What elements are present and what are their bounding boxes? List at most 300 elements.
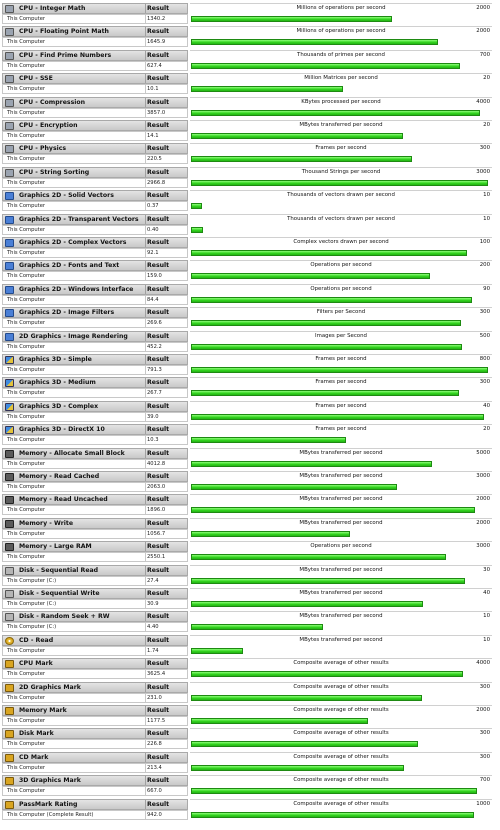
result-column-label: Result — [147, 473, 170, 480]
result-value: 4012.8 — [147, 460, 166, 467]
column-divider — [145, 472, 146, 481]
computer-result — [2, 786, 188, 796]
chart-axis — [190, 705, 492, 715]
computer-label: This Computer — [7, 179, 46, 186]
computer-result — [2, 37, 188, 47]
result-row — [0, 564, 500, 587]
computer-label: This Computer — [7, 460, 46, 467]
computer-label: This Computer — [7, 226, 46, 233]
column-divider — [145, 600, 146, 608]
column-divider — [145, 753, 146, 762]
bar-track — [190, 365, 492, 375]
result-bar — [191, 765, 404, 771]
test-header[interactable] — [2, 728, 188, 739]
computer-label: This Computer — [7, 554, 46, 561]
result-column-label: Result — [147, 777, 170, 785]
test-header[interactable] — [2, 565, 188, 576]
test-header[interactable] — [2, 775, 188, 786]
result-row — [0, 166, 500, 189]
result-column-label: Result — [147, 285, 170, 293]
test-header[interactable] — [2, 143, 188, 154]
result-bar — [191, 227, 203, 233]
axis-max-label: 4000 — [476, 98, 490, 105]
chart-axis — [190, 120, 492, 130]
computer-result — [2, 201, 188, 211]
result-column-label: Result — [147, 800, 170, 808]
test-name: CPU - Compression — [19, 98, 86, 106]
axis-max-label: 90 — [483, 285, 490, 292]
unit-label: Images per Second — [315, 332, 367, 339]
mark-icon — [5, 730, 14, 738]
computer-label: This Computer — [7, 741, 46, 748]
column-divider — [145, 155, 146, 163]
unit-label: KBytes processed per second — [301, 98, 381, 105]
chart-axis — [190, 331, 492, 341]
result-bar — [191, 110, 480, 116]
axis-max-label: 4000 — [476, 660, 490, 667]
column-divider — [145, 506, 146, 514]
result-value: 942.0 — [147, 811, 162, 818]
unit-label: Millions of operations per second — [296, 5, 386, 11]
result-value: 231.0 — [147, 694, 162, 701]
cd-icon — [5, 637, 14, 645]
computer-label: This Computer — [7, 788, 46, 795]
result-row — [0, 142, 500, 165]
test-name: Memory - Allocate Small Block — [19, 449, 125, 457]
test-name: Graphics 3D - Simple — [19, 356, 92, 363]
result-row — [0, 119, 500, 142]
result-row — [0, 587, 500, 610]
computer-result — [2, 622, 188, 632]
unit-label: Complex vectors drawn per second — [293, 239, 389, 245]
column-divider — [145, 402, 146, 411]
unit-label: MBytes transferred per second — [299, 613, 383, 620]
bar-track — [190, 318, 492, 328]
computer-result — [2, 576, 188, 586]
axis-max-label: 40 — [483, 402, 490, 409]
computer-label: This Computer — [7, 764, 46, 771]
bar-track — [190, 388, 492, 398]
result-column-label: Result — [147, 262, 170, 270]
test-header[interactable] — [2, 494, 188, 505]
axis-max-label: 100 — [479, 239, 490, 245]
test-header[interactable] — [2, 377, 188, 388]
result-column-label: Result — [147, 636, 170, 644]
bar-track — [190, 669, 492, 679]
column-divider — [145, 683, 146, 692]
column-divider — [145, 800, 146, 809]
result-value: 627.4 — [147, 62, 162, 69]
chart-axis — [190, 752, 492, 762]
test-header[interactable] — [2, 752, 188, 763]
result-row — [0, 657, 500, 680]
result-value: 0.40 — [147, 226, 159, 233]
computer-result — [2, 529, 188, 539]
column-divider — [145, 530, 146, 538]
cube-icon — [5, 403, 14, 411]
column-divider — [145, 319, 146, 327]
test-name: Disk - Random Seek + RW — [19, 613, 110, 621]
column-divider — [145, 460, 146, 468]
axis-max-label: 2000 — [476, 5, 490, 11]
result-value: 2966.8 — [147, 179, 166, 186]
computer-result — [2, 178, 188, 188]
test-header[interactable] — [2, 284, 188, 295]
result-bar — [191, 531, 350, 537]
result-bar — [191, 788, 477, 794]
bar-track — [190, 248, 492, 258]
result-column-label: Result — [147, 683, 170, 691]
bar-track — [190, 622, 492, 632]
cpu-icon — [5, 28, 14, 36]
test-name: CPU - Encryption — [19, 122, 78, 129]
result-column-label: Result — [147, 239, 170, 246]
computer-label: This Computer — [7, 62, 46, 69]
result-bar — [191, 156, 412, 162]
unit-label: Operations per second — [310, 285, 372, 292]
axis-max-label: 40 — [483, 590, 490, 596]
mark-icon — [5, 660, 14, 668]
bar-track — [190, 763, 492, 773]
axis-max-label: 500 — [479, 332, 490, 339]
chart-axis — [190, 518, 492, 528]
chart-axis — [190, 307, 492, 317]
unit-label: Frames per second — [315, 426, 367, 433]
bar-track — [190, 271, 492, 281]
unit-label: MBytes transferred per second — [299, 449, 383, 456]
monitor-icon — [5, 239, 14, 247]
cpu-icon — [5, 122, 14, 130]
computer-label: This Computer — [7, 156, 46, 163]
result-column-label: Result — [147, 519, 170, 527]
bar-track — [190, 295, 492, 305]
test-header[interactable] — [2, 541, 188, 552]
test-header[interactable] — [2, 799, 188, 810]
result-value: 14.1 — [147, 133, 159, 139]
result-value: 92.1 — [147, 250, 159, 256]
computer-label: This Computer (C:) — [7, 624, 57, 631]
column-divider — [145, 436, 146, 444]
computer-label: This Computer — [7, 133, 46, 139]
column-divider — [145, 74, 146, 83]
unit-label: Filters per Second — [316, 309, 366, 316]
computer-result — [2, 505, 188, 515]
test-name: Disk - Sequential Read — [19, 566, 99, 574]
column-divider — [145, 706, 146, 715]
axis-max-label: 10 — [483, 215, 490, 222]
computer-label: This Computer — [7, 530, 46, 537]
axis-max-label: 3000 — [476, 168, 490, 175]
test-header[interactable] — [2, 50, 188, 61]
computer-result — [2, 14, 188, 24]
column-divider — [145, 740, 146, 748]
computer-result — [2, 388, 188, 398]
column-divider — [145, 4, 146, 13]
unit-label: Operations per second — [310, 262, 372, 269]
test-header[interactable] — [2, 588, 188, 599]
chart-axis — [190, 214, 492, 224]
memory-icon — [5, 496, 14, 504]
column-divider — [145, 413, 146, 421]
test-header[interactable] — [2, 705, 188, 716]
result-column-label: Result — [147, 215, 170, 223]
column-divider — [145, 694, 146, 702]
test-header[interactable] — [2, 518, 188, 529]
test-header[interactable] — [2, 424, 188, 435]
test-header[interactable] — [2, 635, 188, 646]
bar-track — [190, 342, 492, 352]
unit-label: Millions of operations per second — [296, 28, 386, 35]
monitor-icon — [5, 216, 14, 224]
test-header[interactable] — [2, 190, 188, 201]
test-header[interactable] — [2, 307, 188, 318]
bar-track — [190, 599, 492, 609]
column-divider — [145, 449, 146, 458]
result-column-label: Result — [147, 5, 170, 12]
test-name: Disk Mark — [19, 730, 54, 738]
test-name: Graphics 2D - Fonts and Text — [19, 262, 120, 270]
bar-track — [190, 693, 492, 703]
chart-axis — [190, 26, 492, 36]
result-row — [0, 213, 500, 236]
cpu-icon — [5, 99, 14, 107]
result-value: 39.0 — [147, 413, 159, 420]
computer-result — [2, 154, 188, 164]
axis-max-label: 3000 — [476, 473, 490, 479]
test-header[interactable] — [2, 167, 188, 178]
computer-result — [2, 435, 188, 445]
computer-result — [2, 61, 188, 71]
result-value: 0.37 — [147, 203, 159, 210]
mark-icon — [5, 684, 14, 692]
column-divider — [145, 51, 146, 60]
test-header[interactable] — [2, 26, 188, 37]
test-name: CPU - Find Prime Numbers — [19, 51, 112, 59]
result-row — [0, 681, 500, 704]
unit-label: Thousands of vectors drawn per second — [287, 215, 395, 222]
column-divider — [145, 191, 146, 200]
result-row — [0, 400, 500, 423]
chart-axis — [190, 73, 492, 83]
chart-axis — [190, 401, 492, 411]
result-row — [0, 634, 500, 657]
computer-result — [2, 295, 188, 305]
test-name: Memory - Read Uncached — [19, 496, 108, 504]
test-name: Graphics 2D - Solid Vectors — [19, 192, 114, 200]
computer-label: This Computer (C:) — [7, 577, 57, 584]
result-column-label: Result — [147, 449, 170, 457]
test-header[interactable] — [2, 331, 188, 342]
column-divider — [145, 296, 146, 304]
computer-result — [2, 248, 188, 258]
axis-max-label: 300 — [479, 309, 490, 316]
test-header[interactable] — [2, 237, 188, 248]
unit-label: Composite average of other results — [293, 800, 389, 807]
result-value: 10.3 — [147, 437, 159, 444]
axis-max-label: 3000 — [476, 543, 490, 550]
axis-max-label: 300 — [479, 753, 490, 760]
axis-max-label: 20 — [483, 122, 490, 128]
column-divider — [145, 366, 146, 374]
axis-max-label: 300 — [479, 730, 490, 737]
column-divider — [145, 38, 146, 46]
test-name: 2D Graphics - Image Rendering — [19, 332, 128, 340]
test-header[interactable] — [2, 260, 188, 271]
result-column-label: Result — [147, 309, 170, 317]
unit-label: Frames per second — [315, 145, 367, 152]
computer-label: This Computer (Complete Result) — [7, 811, 94, 818]
computer-label: This Computer — [7, 250, 46, 256]
column-divider — [145, 389, 146, 397]
computer-result — [2, 810, 188, 820]
chart-axis — [190, 635, 492, 645]
test-header[interactable] — [2, 401, 188, 412]
monitor-icon — [5, 286, 14, 294]
computer-result — [2, 271, 188, 281]
cube-icon — [5, 356, 14, 364]
result-value: 452.2 — [147, 343, 162, 350]
column-divider — [145, 483, 146, 491]
memory-icon — [5, 543, 14, 551]
bar-track — [190, 178, 492, 188]
result-value: 1896.0 — [147, 507, 166, 514]
result-value: 220.5 — [147, 156, 162, 163]
axis-max-label: 2000 — [476, 707, 490, 713]
column-divider — [145, 787, 146, 795]
test-name: CPU - String Sorting — [19, 168, 90, 176]
test-header[interactable] — [2, 448, 188, 459]
result-value: 213.4 — [147, 764, 162, 771]
column-divider — [145, 98, 146, 107]
result-column-label: Result — [147, 753, 170, 761]
column-divider — [145, 670, 146, 678]
test-header[interactable] — [2, 471, 188, 482]
column-divider — [145, 729, 146, 738]
result-value: 226.8 — [147, 741, 162, 748]
result-value: 3857.0 — [147, 109, 166, 116]
computer-label: This Computer — [7, 16, 46, 22]
result-column-label: Result — [147, 660, 170, 668]
bar-track — [190, 505, 492, 515]
result-bar — [191, 133, 403, 139]
computer-result — [2, 552, 188, 562]
result-row — [0, 353, 500, 376]
computer-result — [2, 763, 188, 773]
axis-max-label: 300 — [479, 683, 490, 690]
result-bar — [191, 601, 423, 607]
result-row — [0, 376, 500, 399]
test-header[interactable] — [2, 682, 188, 693]
axis-max-label: 300 — [479, 379, 490, 386]
computer-label: This Computer — [7, 484, 46, 490]
computer-label: This Computer — [7, 437, 46, 444]
result-bar — [191, 86, 343, 92]
test-name: CPU Mark — [19, 660, 53, 668]
computer-result — [2, 739, 188, 749]
column-divider — [145, 425, 146, 434]
chart-axis — [190, 190, 492, 200]
axis-max-label: 10 — [483, 192, 490, 199]
test-name: Graphics 3D - DirectX 10 — [19, 426, 105, 434]
axis-max-label: 2000 — [476, 519, 490, 526]
test-header[interactable] — [2, 3, 188, 14]
cpu-icon — [5, 5, 14, 13]
column-divider — [145, 589, 146, 598]
monitor-icon — [5, 333, 14, 341]
chart-axis — [190, 588, 492, 598]
bar-track — [190, 14, 492, 24]
computer-result — [2, 599, 188, 609]
test-header[interactable] — [2, 611, 188, 622]
unit-label: Million Matrices per second — [304, 75, 378, 82]
computer-result — [2, 716, 188, 726]
result-bar — [191, 250, 467, 256]
unit-label: Composite average of other results — [293, 730, 389, 737]
unit-label: MBytes transferred per second — [299, 590, 383, 596]
column-divider — [145, 62, 146, 70]
axis-max-label: 700 — [479, 51, 490, 58]
disk-icon — [5, 590, 14, 598]
axis-max-label: 2000 — [476, 28, 490, 35]
chart-axis — [190, 541, 492, 551]
test-header[interactable] — [2, 354, 188, 365]
test-header[interactable] — [2, 658, 188, 669]
column-divider — [145, 659, 146, 668]
computer-result — [2, 225, 188, 235]
test-header[interactable] — [2, 97, 188, 108]
result-bar — [191, 741, 418, 747]
test-name: CD - Read — [19, 636, 54, 644]
column-divider — [145, 811, 146, 819]
result-row — [0, 283, 500, 306]
computer-result — [2, 318, 188, 328]
result-row — [0, 189, 500, 212]
column-divider — [145, 85, 146, 93]
chart-axis — [190, 611, 492, 621]
test-header[interactable] — [2, 214, 188, 225]
column-divider — [145, 355, 146, 364]
result-bar — [191, 16, 392, 22]
chart-axis — [190, 237, 492, 247]
computer-label: This Computer — [7, 320, 46, 327]
mark-icon — [5, 777, 14, 785]
result-value: 2063.0 — [147, 484, 166, 490]
result-column-label: Result — [147, 730, 170, 738]
bar-track — [190, 810, 492, 820]
column-divider — [145, 343, 146, 351]
chart-axis — [190, 799, 492, 809]
axis-max-label: 700 — [479, 777, 490, 784]
mark-icon — [5, 754, 14, 762]
result-bar — [191, 63, 460, 69]
test-name: Memory - Large RAM — [19, 543, 92, 551]
column-divider — [145, 577, 146, 585]
result-row — [0, 259, 500, 282]
computer-result — [2, 669, 188, 679]
test-header[interactable] — [2, 120, 188, 131]
bar-track — [190, 716, 492, 726]
test-name: Graphics 2D - Complex Vectors — [19, 239, 127, 246]
result-value: 1056.7 — [147, 530, 166, 537]
result-column-label: Result — [147, 192, 170, 200]
result-row — [0, 72, 500, 95]
bar-track — [190, 131, 492, 141]
result-column-label: Result — [147, 566, 170, 574]
chart-axis — [190, 775, 492, 785]
test-header[interactable] — [2, 73, 188, 84]
chart-axis — [190, 50, 492, 60]
column-divider — [145, 519, 146, 528]
